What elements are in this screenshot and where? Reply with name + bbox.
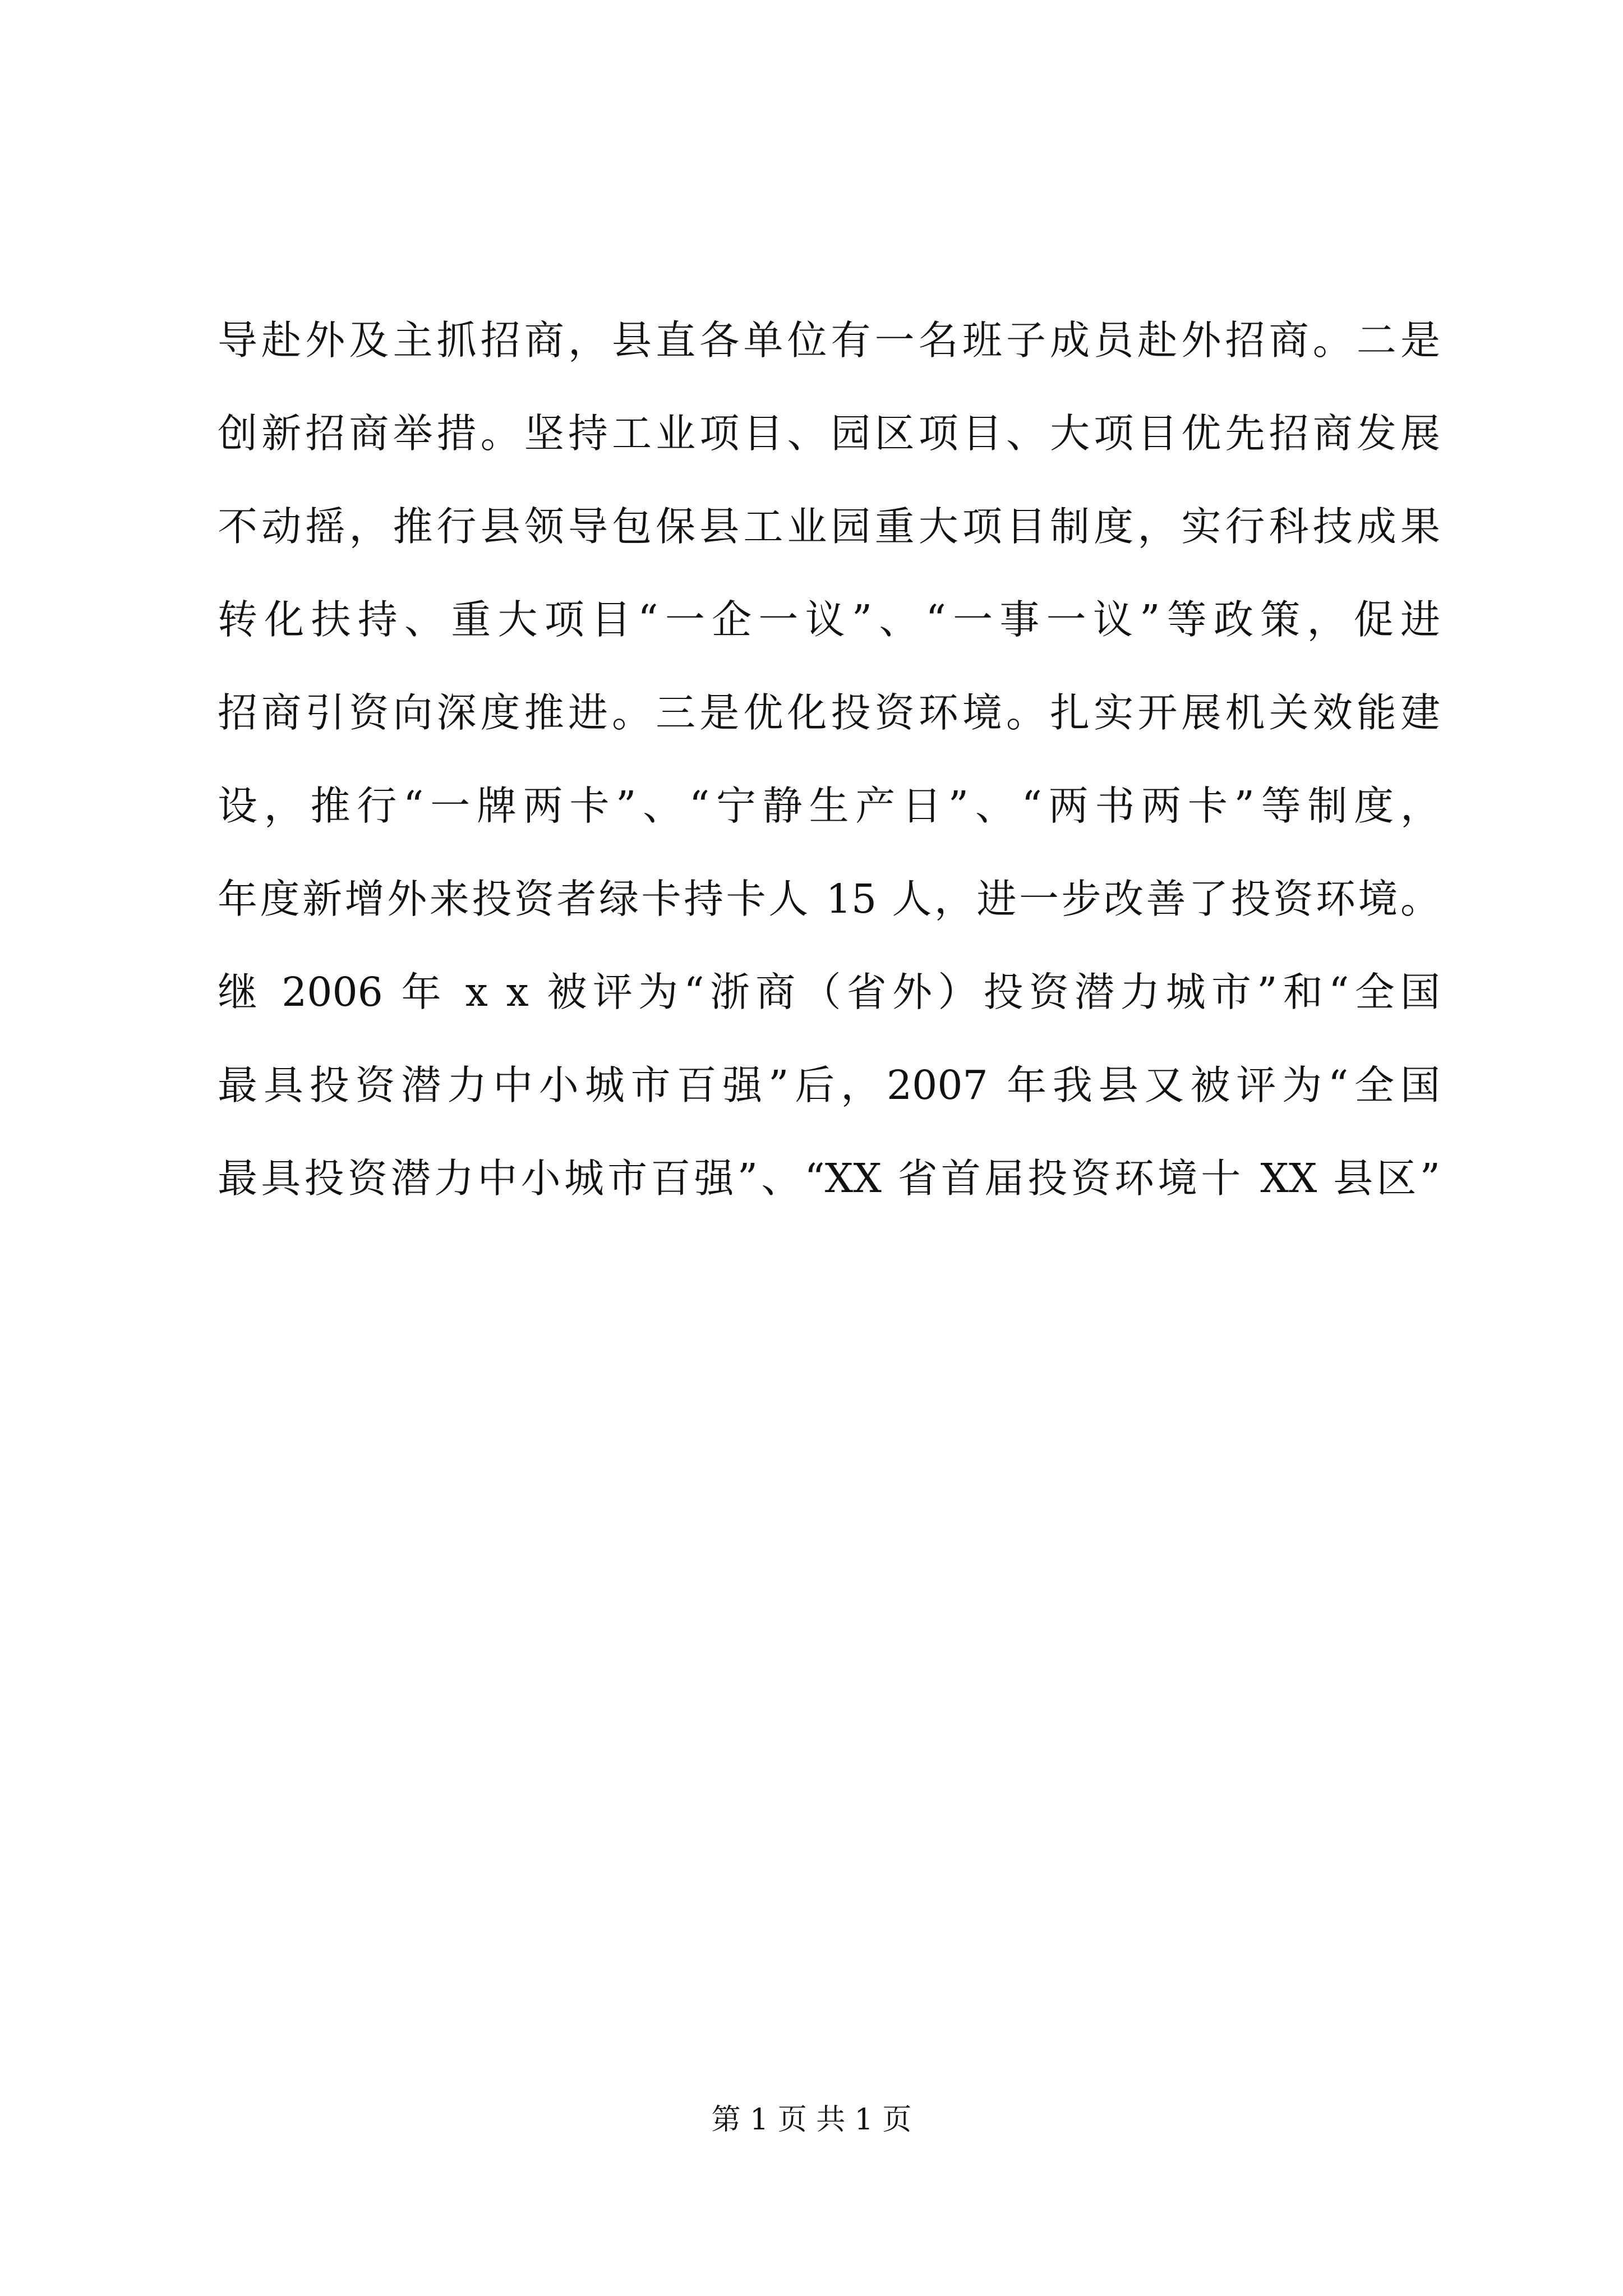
text-line-5: 招商引资向深度推进。三是优化投资环境。扎实开展机关效能建 [218, 689, 1440, 736]
body-paragraph [218, 294, 1440, 1225]
text-line-2: 创新招商举措。坚持工业项目、园区项目、大项目优先招商发展 [218, 410, 1440, 457]
text-line-10: 最具投资潜力中小城市百强”、“XX 省首届投资环境十 XX 县区” [218, 1155, 1440, 1202]
text-line-1: 导赴外及主抓招商，县直各单位有一名班子成员赴外招商。二是 [218, 317, 1440, 364]
text-line-4: 转化扶持、重大项目“一企一议”、“一事一议”等政策，促进 [218, 596, 1440, 643]
text-line-7: 年度新增外来投资者绿卡持卡人 15 人，进一步改善了投资环境。 [218, 876, 1440, 922]
text-line-9: 最具投资潜力中小城市百强”后，2007 年我县又被评为“全国 [218, 1062, 1440, 1108]
text-line-8: 继 2006 年 x x 被评为“浙商（省外）投资潜力城市”和“全国 [218, 969, 1440, 1015]
text-line-3: 不动摇，推行县领导包保县工业园重大项目制度，实行科技成果 [218, 503, 1440, 550]
text-line-6: 设，推行“一牌两卡”、“宁静生产日”、“两书两卡”等制度， [218, 783, 1440, 829]
page-footer: 第 1 页 共 1 页 [711, 2103, 912, 2137]
